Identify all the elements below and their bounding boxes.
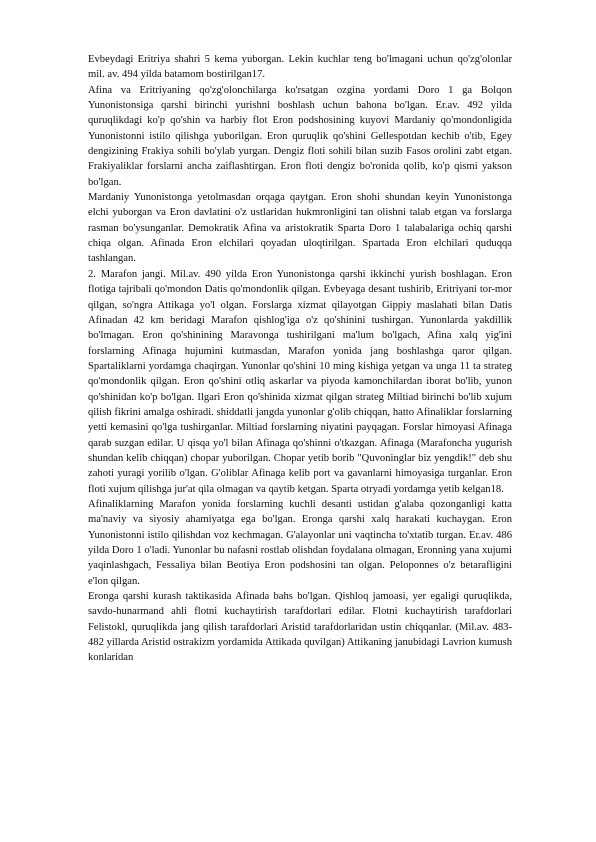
paragraph-1: Evbeydagi Eritriya shahri 5 kema yuborgan. Lekin kuchlar teng bo'lmagani uchun qo'zg'olonlar mil. av. 494 yilda batamom bostirilgan17. — [88, 54, 512, 81]
paragraph-2: Afina va Eritriyaning qo'zg'olonchilarga ko'rsatgan ozgina yordami Doro 1 ga Bolqon Yunonistonsiga qarshi birinchi yurishni boshlash uchun bahona bo'lgan. Er.av. 492 yilda quruqlikdagi ko'p qo'shin va harbiy flot Eron podshosining kuyovi Mardaniy qo'mondonligida Yunonistonni istilo qilishga yuborilgan. Eron quruqlik qo'shini Gellespotdan kechib o'tib, Egey dengizining Frakiya sohili bo'ylab yurgan. Dengiz floti sohili bilan suzib Fasos orolini zabt etgan. Frakiyaliklar forslarni ancha zaiflashtirgan. Eron floti dengiz bo'ronida qolib, ko'p qismi yakson bo'lgan. — [88, 84, 512, 188]
document-page — [88, 52, 512, 666]
paragraph-6: Eronga qarshi kurash taktikasida Afinada bahs bo'lgan. Qishloq jamoasi, yer egaligi quruqlikda, savdo-hunarmand ahli flotni kuchaytirish tarafdorlari edilar. Flotni kuchaytirish tarafdorlari Felistokl, quruqlikda jang qilish tarafdorlari Aristid tarafdorlaridan ustin chiqqanlar. (Mil.av. 483-482 yillarda Aristid ostrakizm yordamida Attikada quvilgan) Attikaning janubidagi Lavrion kumush konlaridan — [88, 591, 512, 664]
paragraph-5: Afinaliklarning Marafon yonida forslarning kuchli desanti ustidan g'alaba qozonganligi katta ma'naviy va siyosiy ahamiyatga ega bo'lgan. Eronga qarshi xalq harakati kuchaygan. Eron Yunonistonni istilo qilishdan voz kechmagan. G'alayonlar uni vaqtincha to'xtatib turgan. Er.av. 486 yilda Doro 1 o'ladi. Yunonlar bu nafasni rostlab olishdan foydalana olmagan, Eronning yana xujumi yaqinlashgach, Fessaliya bilan Beotiya Eron podshosini tan olgan. Peloponnes o'z betarafligini e'lon qilgan. — [88, 498, 512, 587]
paragraph-3: Mardaniy Yunonistonga yetolmasdan orqaga qaytgan. Eron shohi shundan keyin Yunonistonga elchi yuborgan va Eron davlatini o'z ustlaridan hukmronligini tan olishni talab etgan va forslarga rasman bo'ysunganlar. Demokratik Afina va aristokratik Sparta Doro 1 talabalariga ochiq qarshi chiqa olgan. Afinada Eron elchilari qoyadan uloqtirilgan. Spartada Eron elchilari quduqqa tashlangan. — [88, 192, 512, 265]
paragraph-4: 2. Marafon jangi. Mil.av. 490 yilda Eron Yunonistonga qarshi ikkinchi yurish boshlagan. Eron flotiga tajribali qo'mondon Datis qo'mondonlik qilgan. Evbeyaga desant tushirib, Eritriyani tor-mor qilgan, so'ngra Attikaga yo'l olgan. Forslarga xizmat qilayotgan Gippiy maslahati bilan Datis Afinadan 42 km beridagi Marafon qishlog'iga o'z qo'shinini tushirgan. Yunonlarda yakdillik bo'lmagan. Eron qo'shinining Maravonga tushirilgani ma'lum bo'lgach, Afina xalq yig'ini forslarning Afinaga hujumini kutmasdan, Marafon yonida jang boshlashga qaror qilgan. Spartaliklarni yordamga chaqirgan. Yunonlar qo'shini 10 ming kishiga yetgan va unga 11 ta strateg qo'mondonlik qilgan. Eron qo'shini otliq askarlar va piyoda kamonchilardan iborat bo'lib, yunon qo'shinidan ko'p bo'lgan. Ilgari Eron qo'shinida xizmat qilgan strateg Miltiad birinchi bo'lib xujum qilish fikrini amalga oshiradi. shiddatli jangda yunonlar g'olib chiqqan, hatto Afinaliklar forslarning yetti kemasini qo'lga tushirganlar. Miltiad forslarning niyatini payqagan. Forslar himoyasi Afinaga qarab suzgan edilar. U qisqa yo'l bilan Afinaga qo'shinni o'tkazgan. Afinaga (Marafoncha yugurish shundan kelib chiqqan) chopar yuborilgan. Chopar yetib borib "Quvoninglar biz yengdik!" deb shu zahoti yuragi yorilib o'lgan. G'oliblar Afinaga kelib port va gavanlarni himoyasiga turganlar. Eron floti xujum qilishga jur'at qila olmagan va qaytib ketgan. Sparta otryadi yordamga yetib kelgan18. — [88, 268, 512, 495]
